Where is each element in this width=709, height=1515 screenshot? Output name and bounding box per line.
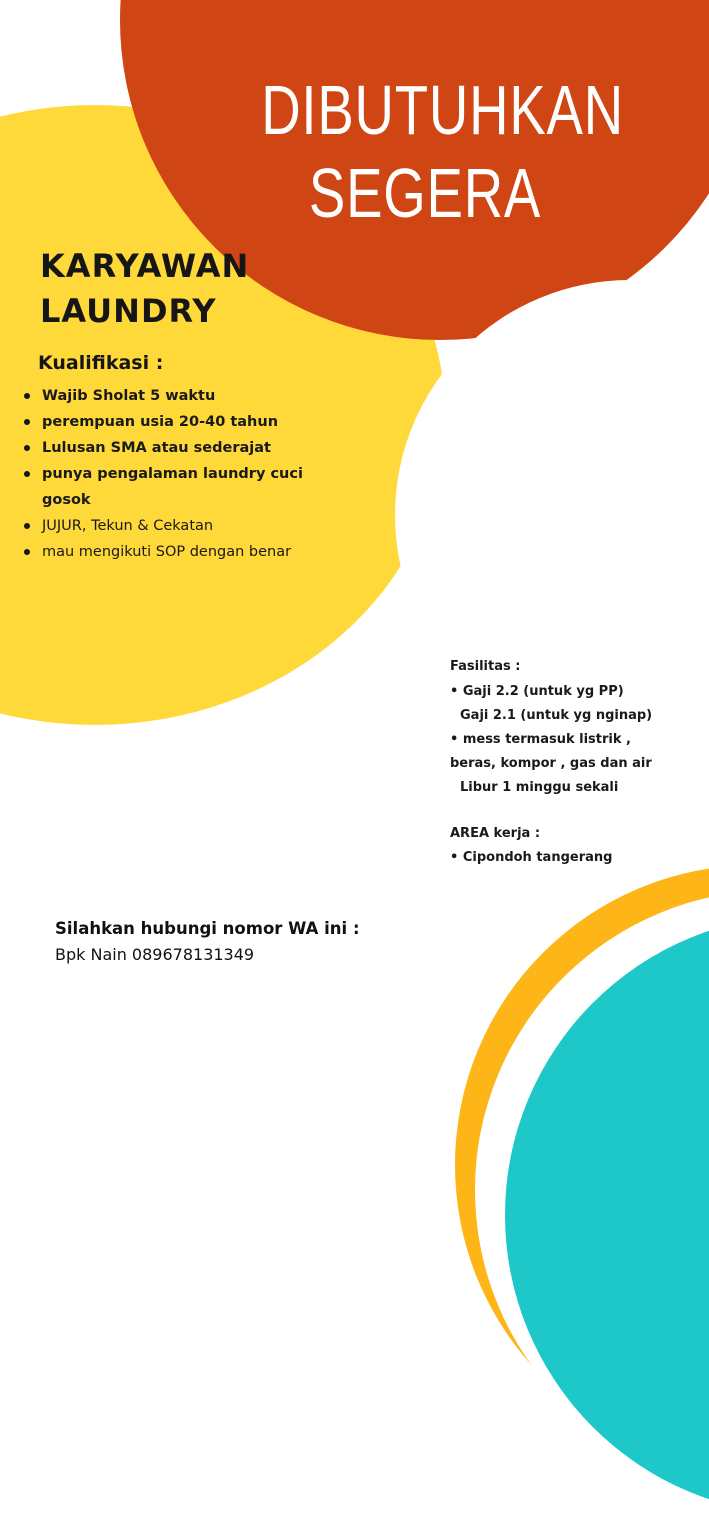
contact-number: Bpk Nain 089678131349 <box>55 945 255 964</box>
area-value: • Cipondoh tangerang <box>450 850 613 865</box>
facility-mess-line-1: • mess termasuk listrik , <box>450 732 631 747</box>
facility-holiday: Libur 1 minggu sekali <box>460 780 619 795</box>
headline-line-2: SEGERA <box>308 154 542 232</box>
qualifications-list <box>22 383 322 565</box>
qualification-item: punya pengalaman laundry cuci gosok <box>22 461 322 513</box>
facilities-heading: Fasilitas : <box>450 659 521 674</box>
area-heading: AREA kerja : <box>450 826 541 841</box>
facility-salary-pp: • Gaji 2.2 (untuk yg PP) <box>450 684 624 699</box>
job-title-line-2: LAUNDRY <box>40 292 217 330</box>
facility-salary-stay: Gaji 2.1 (untuk yg nginap) <box>460 708 653 723</box>
headline-line-1: DIBUTUHKAN <box>261 71 624 149</box>
qualification-item: perempuan usia 20-40 tahun <box>22 409 322 435</box>
contact-label: Silahkan hubungi nomor WA ini : <box>55 919 360 938</box>
white-circle-shape <box>395 280 709 750</box>
qualification-item: mau mengikuti SOP dengan benar <box>22 539 322 565</box>
qualification-item: Lulusan SMA atau sederajat <box>22 435 322 461</box>
facility-mess-line-2: beras, kompor , gas dan air <box>450 756 652 771</box>
qualifications-heading: Kualifikasi : <box>38 352 164 374</box>
qualification-item: JUJUR, Tekun & Cekatan <box>22 513 322 539</box>
qualification-item: Wajib Sholat 5 waktu <box>22 383 322 409</box>
job-title-line-1: KARYAWAN <box>40 247 250 285</box>
